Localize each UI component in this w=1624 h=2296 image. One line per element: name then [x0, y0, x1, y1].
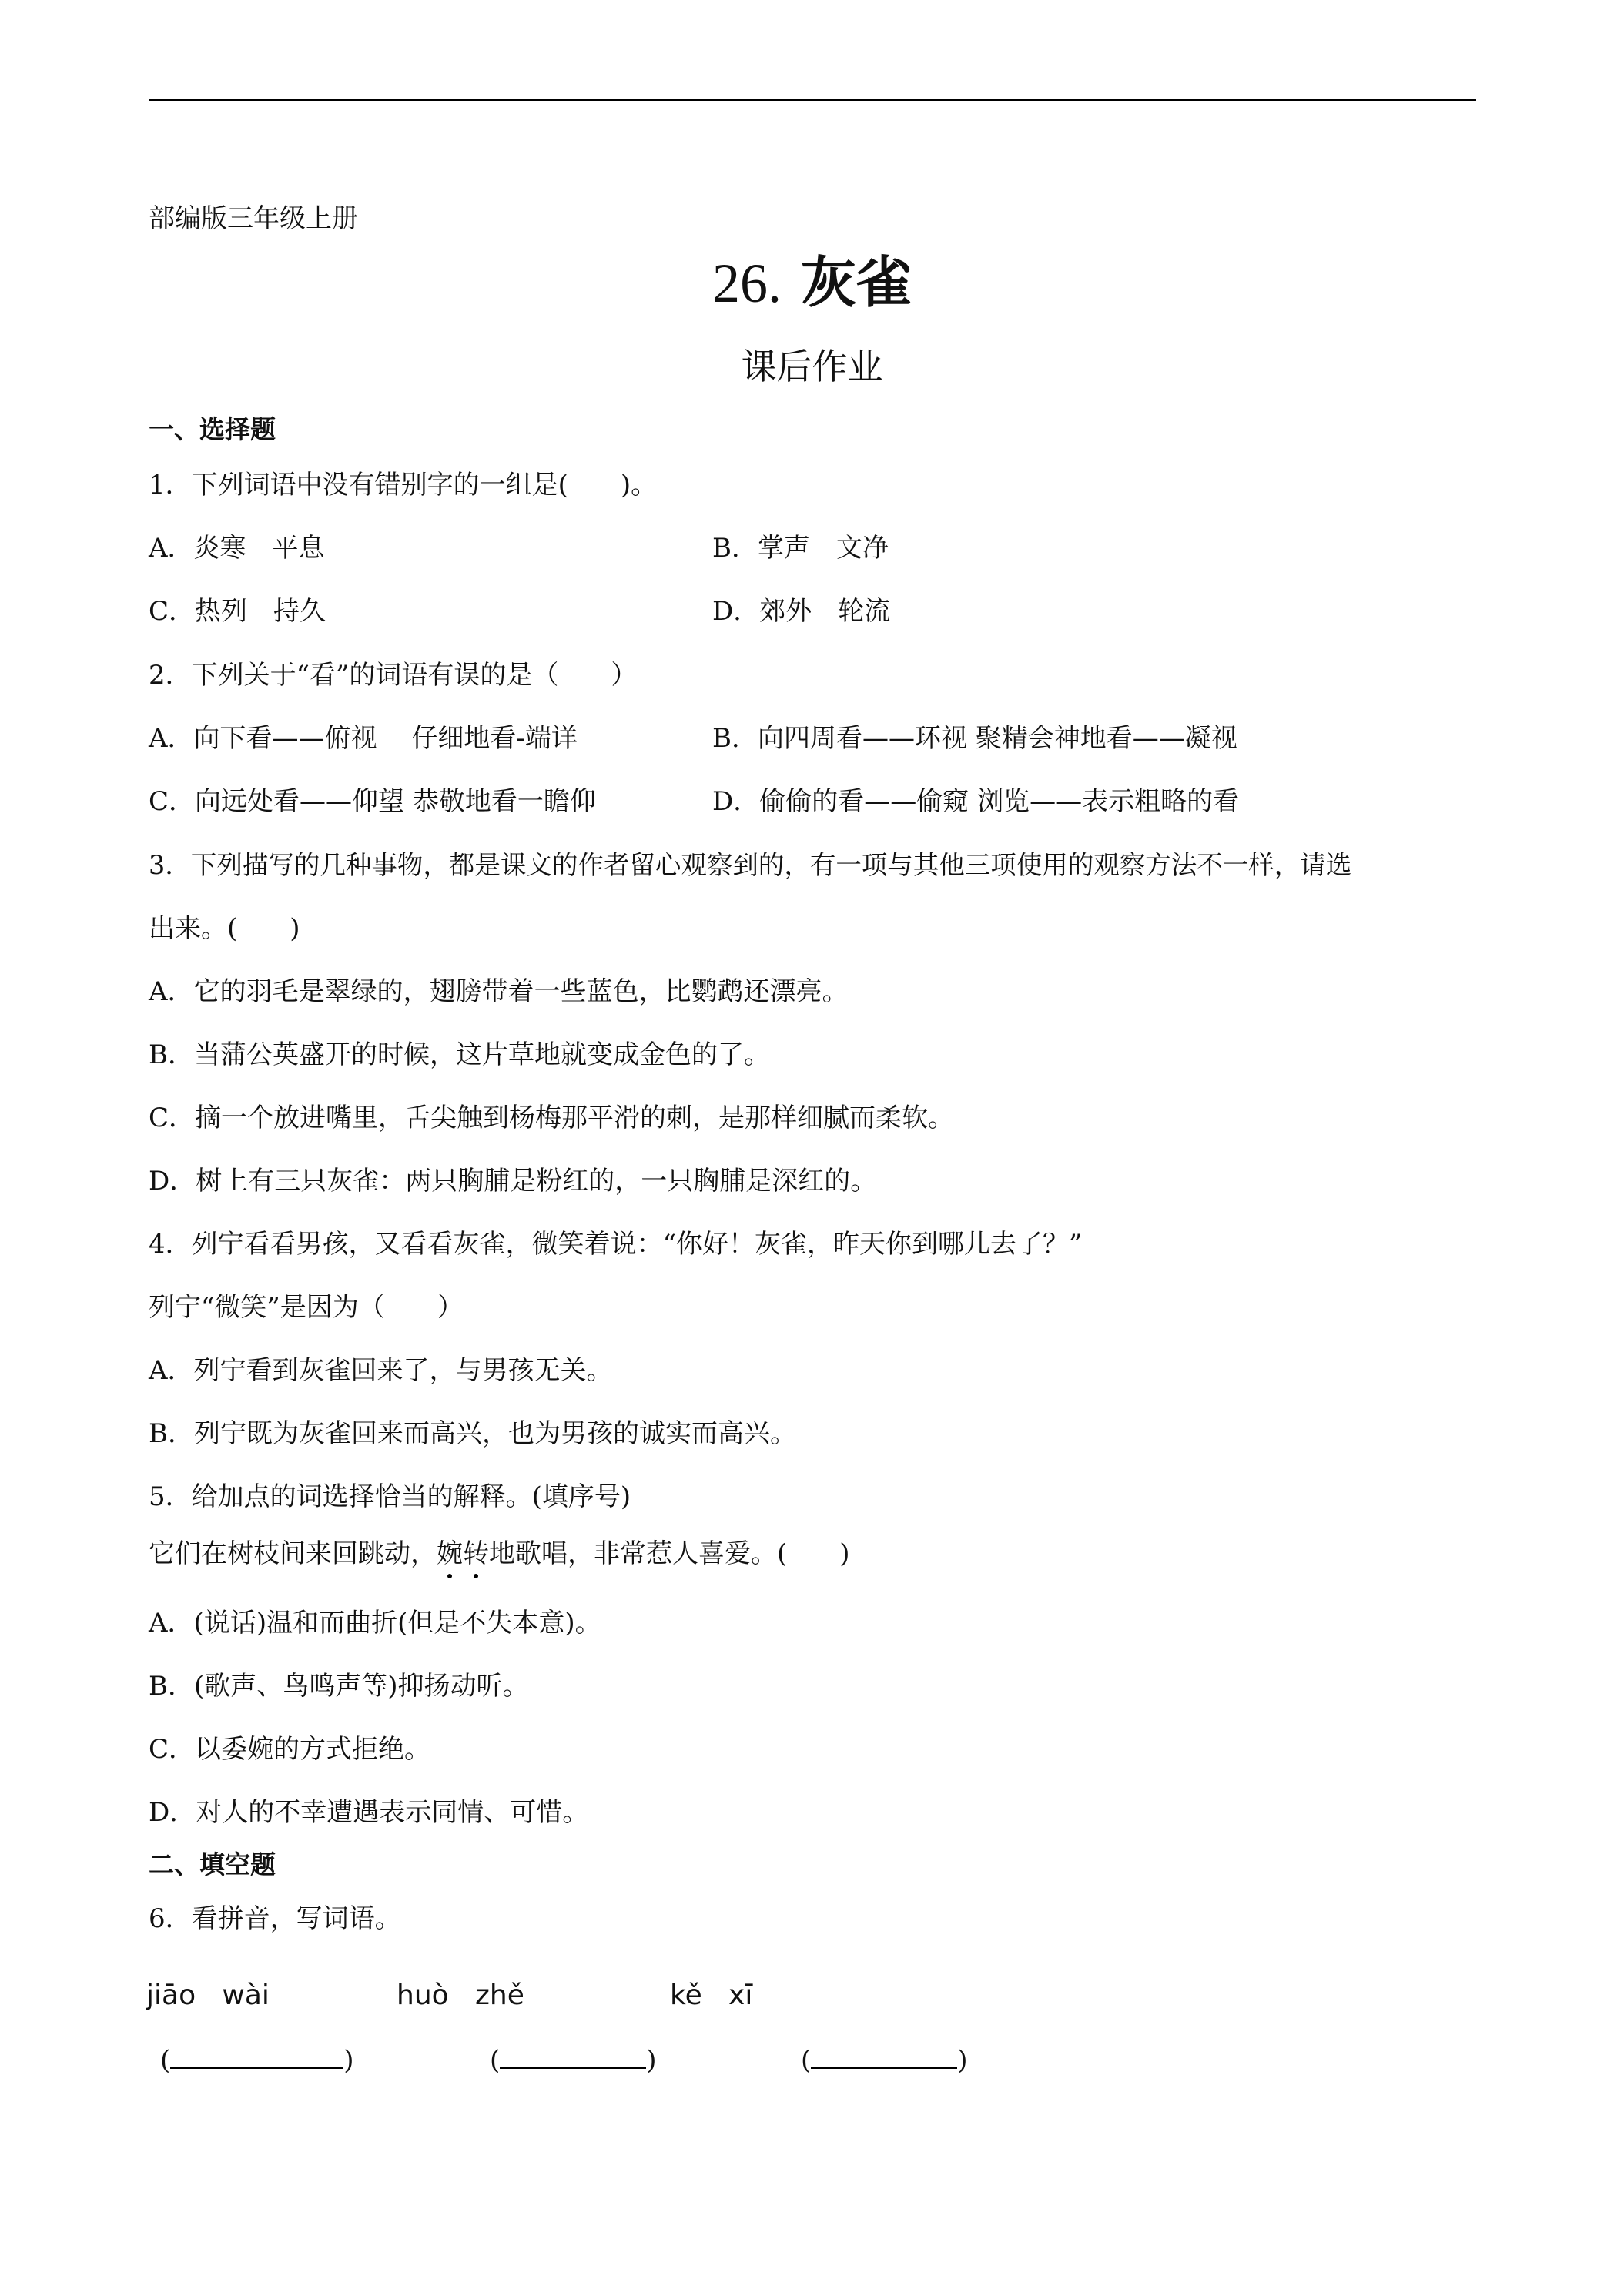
page-subtitle: 课后作业 [741, 346, 883, 387]
q3-option-b: B．当蒲公英盛开的时候，这片草地就变成金色的了。 [149, 1039, 770, 1070]
answer-blank-1[interactable]: ( ) [160, 2045, 354, 2076]
section-fill-heading: 二、填空题 [149, 1849, 276, 1879]
q2-option-a: A．向下看——俯视 仔细地看-端详 [149, 723, 578, 754]
q5-sentence-after: 地歌唱，非常惹人喜爱。( ) [489, 1538, 850, 1569]
q3-stem-line2: 出来。( ) [149, 913, 300, 944]
q5-option-a: A．(说话)温和而曲折(但是不失本意)。 [149, 1608, 601, 1638]
dotted-char-1: 婉 [437, 1538, 463, 1569]
pinyin-3: kě xī [670, 1980, 753, 2011]
answer-blank-3[interactable]: ( ) [801, 2045, 968, 2076]
q2-option-b: B．向四周看——环视 聚精会神地看——凝视 [712, 723, 1237, 754]
dotted-char-2: 转 [463, 1538, 489, 1569]
q4-sub-stem: 列宁“微笑”是因为（ ） [149, 1292, 464, 1323]
q1-stem: 1．下列词语中没有错别字的一组是( )。 [149, 470, 658, 500]
q3-option-a: A．它的羽毛是翠绿的，翅膀带着一些蓝色，比鹦鹉还漂亮。 [149, 976, 849, 1007]
answer-blank-2[interactable]: ( ) [490, 2045, 657, 2076]
q2-option-d: D．偷偷的看——偷窥 浏览——表示粗略的看 [712, 786, 1240, 817]
section-choice-heading: 一、选择题 [149, 414, 276, 444]
q2-option-c: C．向远处看——仰望 恭敬地看一瞻仰 [149, 786, 596, 817]
pinyin-2: huò zhě [397, 1980, 524, 2011]
q5-stem: 5．给加点的词选择恰当的解释。(填序号) [149, 1481, 631, 1512]
q3-option-c: C．摘一个放进嘴里，舌尖触到杨梅那平滑的刺，是那样细腻而柔软。 [149, 1103, 955, 1133]
q6-stem: 6．看拼音，写词语。 [149, 1903, 401, 1934]
q4-stem: 4．列宁看看男孩，又看看灰雀，微笑着说：“你好！灰雀，昨天你到哪儿去了？” [149, 1229, 1083, 1260]
q2-stem: 2．下列关于“看”的词语有误的是（ ） [149, 660, 638, 691]
title-text: 灰雀 [801, 250, 912, 315]
q5-option-d: D．对人的不幸遭遇表示同情、可惜。 [149, 1797, 589, 1828]
page-title [0, 248, 1624, 318]
header-rule [149, 99, 1476, 101]
q4-option-a: A．列宁看到灰雀回来了，与男孩无关。 [149, 1355, 613, 1386]
q1-option-a: A．炎寒 平息 [149, 533, 325, 564]
q3-option-d: D．树上有三只灰雀：两只胸脯是粉红的，一只胸脯是深红的。 [149, 1166, 877, 1197]
q5-sentence-before: 它们在树枝间来回跳动， [149, 1538, 437, 1569]
title-number: 26. [712, 253, 782, 314]
q4-option-b: B．列宁既为灰雀回来而高兴，也为男孩的诚实而高兴。 [149, 1418, 796, 1449]
q5-sentence [149, 1537, 850, 1571]
pinyin-1: jiāo wài [146, 1980, 270, 2011]
q1-option-d: D．郊外 轮流 [712, 596, 891, 627]
q5-option-c: C．以委婉的方式拒绝。 [149, 1734, 431, 1765]
q1-option-b: B．掌声 文净 [712, 533, 889, 564]
grade-label: 部编版三年级上册 [149, 203, 358, 234]
q3-stem-line1: 3．下列描写的几种事物，都是课文的作者留心观察到的，有一项与其他三项使用的观察方法不一样，请选 [149, 850, 1352, 880]
q5-option-b: B．(歌声、鸟鸣声等)抑扬动听。 [149, 1671, 529, 1702]
q1-option-c: C．热列 持久 [149, 596, 326, 627]
